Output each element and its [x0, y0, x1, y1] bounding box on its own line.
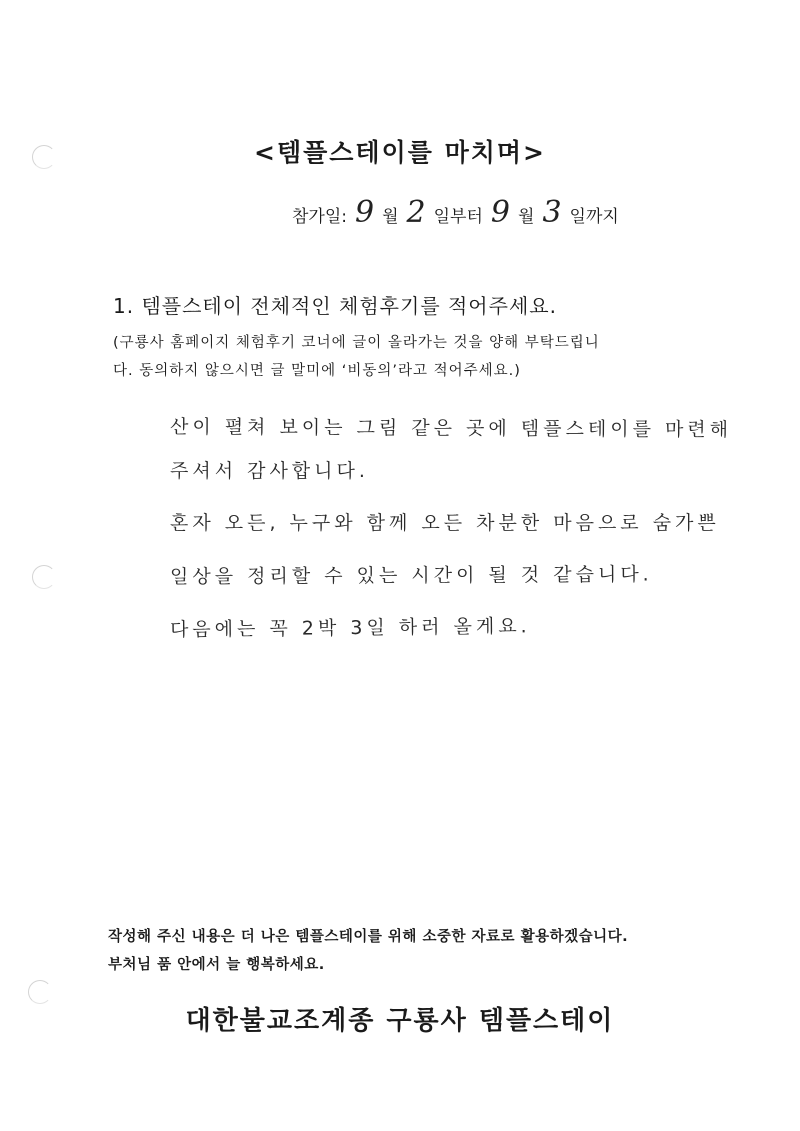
- page-title: <템플스테이를 마치며>: [254, 138, 546, 167]
- handwritten-answer-line: 혼자 오든, 누구와 함께 오든 차분한 마음으로 숨가쁜: [170, 512, 720, 534]
- start-month-value: 9: [355, 195, 375, 230]
- footer-thanks: 작성해 주신 내용은 더 나은 템플스테이를 위해 소중한 자료로 활용하겠습니다.: [108, 929, 629, 945]
- question-note-line: 다. 동의하지 않으시면 글 말미에 ‘비동의’라고 적어주세요.): [113, 363, 521, 379]
- day-from-label: 일부터: [433, 207, 483, 227]
- participation-date-label: 참가일:: [292, 207, 347, 227]
- organization-name: 대한불교조계종 구룡사 템플스테이: [185, 1006, 615, 1036]
- end-month-value: 9: [490, 195, 510, 230]
- month-label: 월: [382, 207, 399, 227]
- day-until-label: 일까지: [569, 207, 619, 227]
- question-note-line: (구룡사 홈페이지 체험후기 코너에 글이 올라가는 것을 양해 부탁드립니: [113, 335, 600, 351]
- question-title: 1. 템플스테이 전체적인 체험후기를 적어주세요.: [113, 294, 557, 318]
- start-day-value: 2: [406, 195, 426, 230]
- participation-dates: [290, 195, 621, 230]
- handwritten-answer-line: 다음에는 꼭 2박 3일 하러 올게요.: [169, 615, 531, 641]
- month-label: 월: [518, 207, 535, 227]
- handwritten-answer-line: 일상을 정리할 수 있는 시간이 될 것 같습니다.: [169, 563, 653, 588]
- binder-hole-middle: [32, 565, 56, 589]
- handwritten-answer-line: 주셔서 감사합니다.: [170, 460, 369, 482]
- handwritten-answer-line: 산이 펼쳐 보이는 그림 같은 곳에 템플스테이를 마련해: [169, 416, 733, 441]
- question-note: [113, 329, 703, 385]
- end-day-value: 3: [542, 195, 562, 230]
- footer-blessing: 부처님 품 안에서 늘 행복하세요.: [108, 957, 325, 973]
